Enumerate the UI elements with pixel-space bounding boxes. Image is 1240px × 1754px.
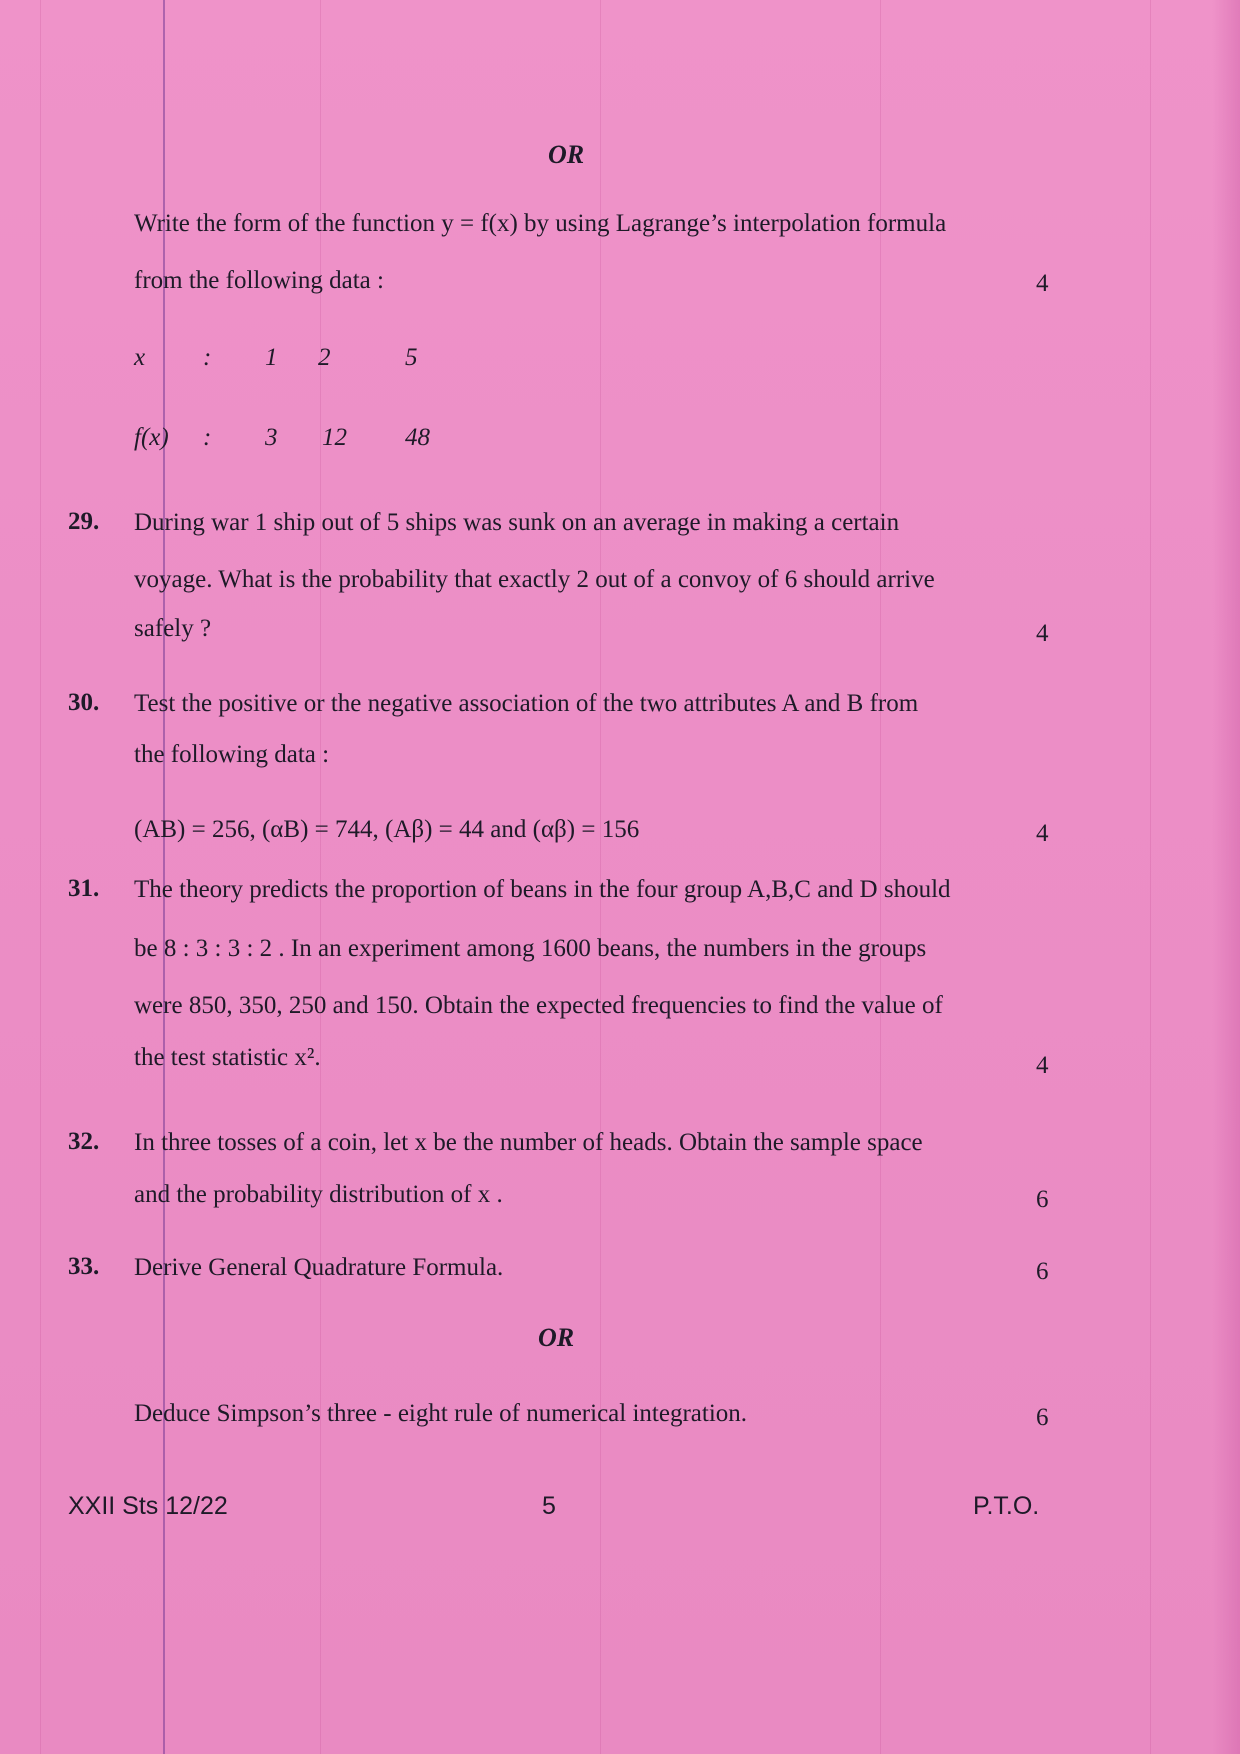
question-marks: 4 [1036, 620, 1049, 647]
table-row-label-x: x [134, 344, 146, 371]
table-cell-x: 2 [318, 344, 331, 371]
question-number: 30. [68, 689, 100, 716]
table-cell-x: 5 [405, 344, 418, 371]
table-separator: : [203, 344, 212, 371]
or-divider-top: OR [548, 140, 585, 169]
question-marks: 4 [1036, 820, 1049, 847]
page-number: 5 [542, 1492, 556, 1520]
paper-code: XXII Sts 12/22 [68, 1492, 228, 1520]
question-number: 31. [68, 875, 100, 902]
question-marks: 6 [1036, 1258, 1049, 1285]
paper-rule [40, 0, 41, 1754]
question-text-line: Deduce Simpson’s three - eight rule of numerical integration. [134, 1400, 748, 1427]
table-cell-fx: 48 [405, 424, 430, 451]
or-divider: OR [538, 1323, 575, 1352]
question-marks: 6 [1036, 1186, 1049, 1213]
association-data-line: (AB) = 256, (αB) = 744, (Aβ) = 44 and (αβ) = 156 [134, 816, 640, 843]
please-turn-over: P.T.O. [973, 1492, 1040, 1520]
question-marks: 4 [1036, 270, 1049, 297]
question-text-line: Write the form of the function y = f(x) by using Lagrange’s interpolation formula [134, 210, 947, 237]
question-number: 32. [68, 1128, 100, 1155]
table-row-label-fx: f(x) [134, 424, 169, 451]
table-cell-fx: 12 [322, 424, 347, 451]
question-text-line: the following data : [134, 741, 330, 768]
question-text-line: from the following data : [134, 267, 384, 294]
question-text-line: be 8 : 3 : 3 : 2 . In an experiment among 1600 beans, the numbers in the groups [134, 935, 927, 962]
question-text-line: were 850, 350, 250 and 150. Obtain the expected frequencies to find the value of [134, 992, 943, 1019]
question-text-line: During war 1 ship out of 5 ships was sunk on an average in making a certain [134, 509, 900, 536]
question-number: 33. [68, 1253, 100, 1280]
question-text-line: the test statistic x². [134, 1044, 321, 1071]
question-text-line: Derive General Quadrature Formula. [134, 1254, 504, 1281]
question-text-line: safely ? [134, 615, 212, 642]
paper-rule [1150, 0, 1151, 1754]
table-separator: : [203, 424, 212, 451]
question-text-line: and the probability distribution of x . [134, 1181, 503, 1208]
question-marks: 6 [1036, 1404, 1049, 1431]
paper-edge [1212, 0, 1240, 1754]
table-cell-x: 1 [265, 344, 278, 371]
question-text-line: Test the positive or the negative association of the two attributes A and B from [134, 690, 919, 717]
question-text-line: In three tosses of a coin, let x be the number of heads. Obtain the sample space [134, 1129, 923, 1156]
table-cell-fx: 3 [265, 424, 278, 451]
question-marks: 4 [1036, 1052, 1049, 1079]
question-text-line: voyage. What is the probability that exactly 2 out of a convoy of 6 should arrive [134, 566, 935, 593]
question-text-line: The theory predicts the proportion of beans in the four group A,B,C and D should [134, 876, 951, 903]
question-number: 29. [68, 508, 100, 535]
